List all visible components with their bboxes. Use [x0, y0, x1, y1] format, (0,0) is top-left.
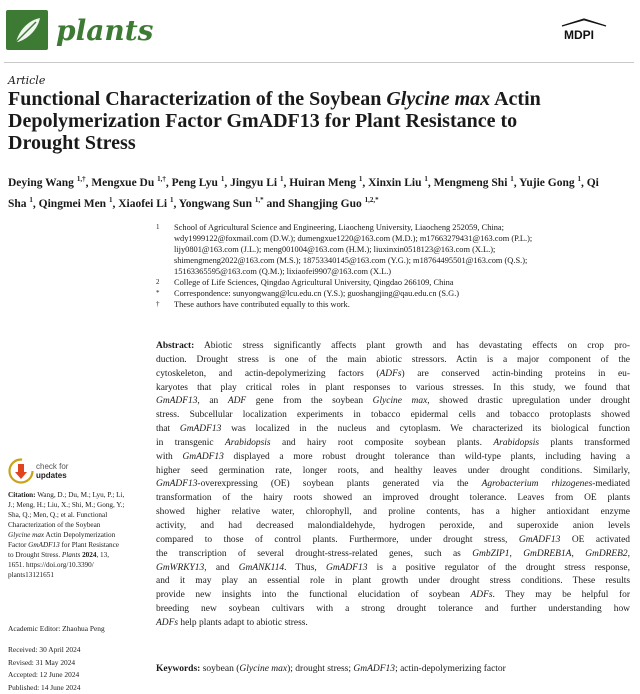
abstract-line: transformation of the hairy roots showed an improved drought tolerance. Leaves from OE plants [156, 493, 630, 504]
author-affiliation-mark: 1 [577, 175, 581, 183]
date-line: Accepted: 12 June 2024 [8, 670, 80, 679]
abstract-line: and it may play an essential role in plant growth under drought stress conditions. These results [156, 576, 630, 587]
abstract-line: GmADF13-overexpressing (OE) soybean plants generated via the Agrobacterium rhizogenes-mediated [156, 479, 630, 490]
affiliation-item [156, 288, 626, 299]
abstract [156, 340, 630, 631]
author-affiliation-mark: 1 [279, 175, 284, 183]
affiliations [156, 222, 626, 310]
abstract-line: showed higher relative water, chlorophyll, and proline contents, has a higher antioxidant enzyme [156, 507, 630, 518]
abstract-line: ADFs help plants adapt to abiotic stress. [156, 617, 308, 628]
author-name[interactable]: Shangjing Guo $^{1,2,*}$ [287, 195, 379, 210]
author-affiliation-mark: 1 [510, 175, 514, 183]
abstract-line: activity, and had decreased malondialdehyde, hydrogen peroxide, and superoxide anion levels [156, 520, 630, 531]
affiliation-line: 15163365595@163.com (Q.M.); lixiaofei9907@163.com (X.L.) [174, 267, 392, 276]
author-affiliation-mark: 1 [220, 175, 225, 183]
journal-name: plants [56, 14, 154, 47]
author-name[interactable]: Yongwang Sun $^{1,*}$ [178, 195, 264, 210]
date-line: Revised: 31 May 2024 [8, 657, 76, 667]
affiliation-line: College of Life Sciences, Qingdao Agricultural University, Qingdao 266109, China [174, 278, 454, 287]
abstract-line: in transgenic Arabidopsis and hairy root composite soybean plants. Arabidopsis plants transformed [156, 437, 630, 448]
affiliation-item [156, 277, 626, 288]
author-name[interactable]: Mengxue Du $^{1,\dagger}$ [91, 175, 166, 189]
author-affiliation-mark: 1,2,* [364, 195, 379, 204]
affiliation-mark: * [156, 289, 160, 297]
abstract-line: that GmADF13 was localized in the nucleus and cytoplasm. We characterized its biological function [156, 424, 631, 435]
publisher-logo-text: MDPI [564, 28, 594, 42]
check-for-updates-text[interactable]: check for updates [36, 462, 69, 480]
citation-line: Sha, Q.; Men, Q.; et al. Functional [8, 511, 108, 519]
author-affiliation-mark: 1,† [157, 175, 166, 183]
author-name[interactable]: Xiaofei Li $^1$ [118, 195, 174, 210]
author-name[interactable]: Yujie Gong $^1$ [519, 175, 581, 189]
abstract-line: duction. Drought stress is one of the main abiotic stressors. Actin is a major component of the [156, 354, 630, 365]
keywords: Keywords: soybean (Glycine max); drought stress; GmADF13; actin-depolymerizing factor [156, 664, 506, 674]
author-list: Deying Wang $^{1,\dagger}$, Mengxue Du $^{1,\dagger}$, Peng Lyu $^1$, Jingyu Li $^1$, Huiran Meng $^1$, Xinxin Liu $^1$, Mengmeng Shi $^1$, Yujie Gong $^1$, Qi Sha $^1$, Qingmei Men $^1$, Xiaofei Li $^1$, Yongwang Sun $^{1,*}$ and Shangjing Guo $^{1,2,*}$ [8, 175, 599, 210]
author-name[interactable]: Xinxin Liu $^1$ [368, 175, 428, 189]
author-name[interactable]: Qi Sha $^1$ [8, 176, 599, 210]
author-name[interactable]: Qingmei Men $^1$ [38, 195, 113, 210]
author-affiliation-mark: 1 [424, 175, 428, 183]
affiliation-line: wdy1999122@foxmail.com (D.W.); dumengxue1220@163.com (M.D.); m17663279431@163.com (P.L.); [174, 234, 533, 243]
citation-line: Characterization of the Soybean [8, 521, 101, 529]
check-for-updates-icon[interactable] [8, 458, 34, 484]
affiliation-mark: † [156, 300, 160, 308]
citation-line[interactable]: 1651. https://doi.org/10.3390/ [8, 561, 94, 569]
academic-editor: Academic Editor: Zhaohua Peng [8, 624, 105, 633]
affiliation-line: These authors have contributed equally to this work. [174, 300, 350, 309]
citation-line: J.; Meng, H.; Liu, X.; Shi, M.; Gong, Y.; [8, 501, 125, 509]
author-affiliation-mark: 1 [358, 175, 363, 183]
citation-line: to Drought Stress. Plants 2024, 13, [8, 551, 110, 559]
abstract-line: GmWRKY13, and GmANK114. Thus, GmADF13 is a positive regulator of the drought stress response, [156, 562, 630, 573]
affiliation-item [156, 222, 626, 277]
citation-line: Glycine max Actin Depolymerization [8, 531, 116, 539]
affiliation-line: School of Agricultural Science and Engineering, Liaocheng University, Liaocheng 252059, China; [174, 223, 504, 232]
abstract-line: the transcription of several drought-stress-related genes, such as GmbZIP1, GmDREB1A, GmDREB2, [156, 548, 631, 559]
journal-logo-icon [6, 10, 48, 50]
author-name[interactable]: Mengmeng Shi $^1$ [433, 175, 514, 189]
abstract-line: provide new insights into the functional elucidation of soybean ADFs. They may be helpful for [156, 590, 630, 601]
abstract-line: breeding new soybean cultivars with a strong drought tolerance and further understanding how [156, 604, 630, 615]
date-line: Received: 30 April 2024 [8, 645, 81, 654]
header-divider [4, 62, 634, 63]
citation-line: Citation: Wang, D.; Du, M.; Lyu, P.; Li, [8, 491, 125, 499]
affiliation-item [156, 299, 626, 310]
author-affiliation-mark: 1 [108, 195, 113, 204]
abstract-line: higher seed germination rate, longer roots, and healthy leaves under drought conditions. Similarly, [156, 465, 630, 476]
citation-line[interactable]: plants13121651 [8, 571, 54, 579]
abstract-line: karyotes that play critical roles in plant responses to various stresses. In this study, we found that [156, 382, 630, 393]
author-name[interactable]: Jingyu Li $^1$ [230, 175, 284, 189]
article-title: Functional Characterization of the Soybean Glycine max Actin Depolymerization Factor GmADF13 for Plant Resistance to Drought Stress [8, 88, 541, 154]
author-affiliation-mark: 1,† [76, 175, 86, 183]
affiliation-line: Correspondence: sunyongwang@lcu.edu.cn (Y.S.); guoshangjing@qau.edu.cn (S.G.) [174, 289, 460, 298]
affiliation-mark: 1 [156, 223, 160, 231]
author-affiliation-mark: 1 [29, 195, 33, 204]
abstract-line: GmADF13, an ADF gene from the soybean Glycine max, showed drastic upregulation under drought [156, 396, 630, 407]
author-affiliation-mark: 1 [169, 195, 174, 204]
author-affiliation-mark: 1,* [254, 195, 264, 204]
abstract-line: Abstract: Abiotic stress significantly affects plant growth and has devastating effects on crop pro- [156, 341, 630, 351]
date-line: Published: 14 June 2024 [8, 682, 81, 692]
publication-dates [8, 644, 80, 694]
author-name[interactable]: Huiran Meng $^1$ [289, 175, 363, 189]
abstract-line: stress. Subcellular localization experiments in tobacco epidermal cells and tobacco protoplasts showed [156, 410, 630, 421]
article-type: Article [8, 74, 46, 87]
citation-line: Factor GmADF13 for Plant Resistance [8, 541, 120, 549]
abstract-line: compared to those of control plants. Furthermore, under drought stress, GmADF13 OE activated [156, 534, 630, 545]
author-name[interactable]: Deying Wang $^{1,\dagger}$ [8, 175, 86, 189]
author-name[interactable]: Peng Lyu $^1$ [171, 175, 225, 189]
citation [8, 490, 146, 580]
abstract-line: with GmADF13 displayed a more robust drought tolerance than wild-type plants, including having a [156, 451, 631, 462]
affiliation-mark: 2 [156, 278, 160, 286]
abstract-line: cytoskeleton, and actin-depolymerizing factors (ADFs) are conserved actin-binding proteins in eu- [156, 368, 630, 379]
affiliation-line: shimengmeng2022@163.com (M.S.); 18753340145@163.com (Y.G.); m18764495501@163.com (Q.S.); [174, 256, 528, 265]
affiliation-line: lijy0801@163.com (J.L.); meng001004@163.com (H.M.); liuxinxin0518123@163.com (X.L.); [174, 245, 496, 254]
